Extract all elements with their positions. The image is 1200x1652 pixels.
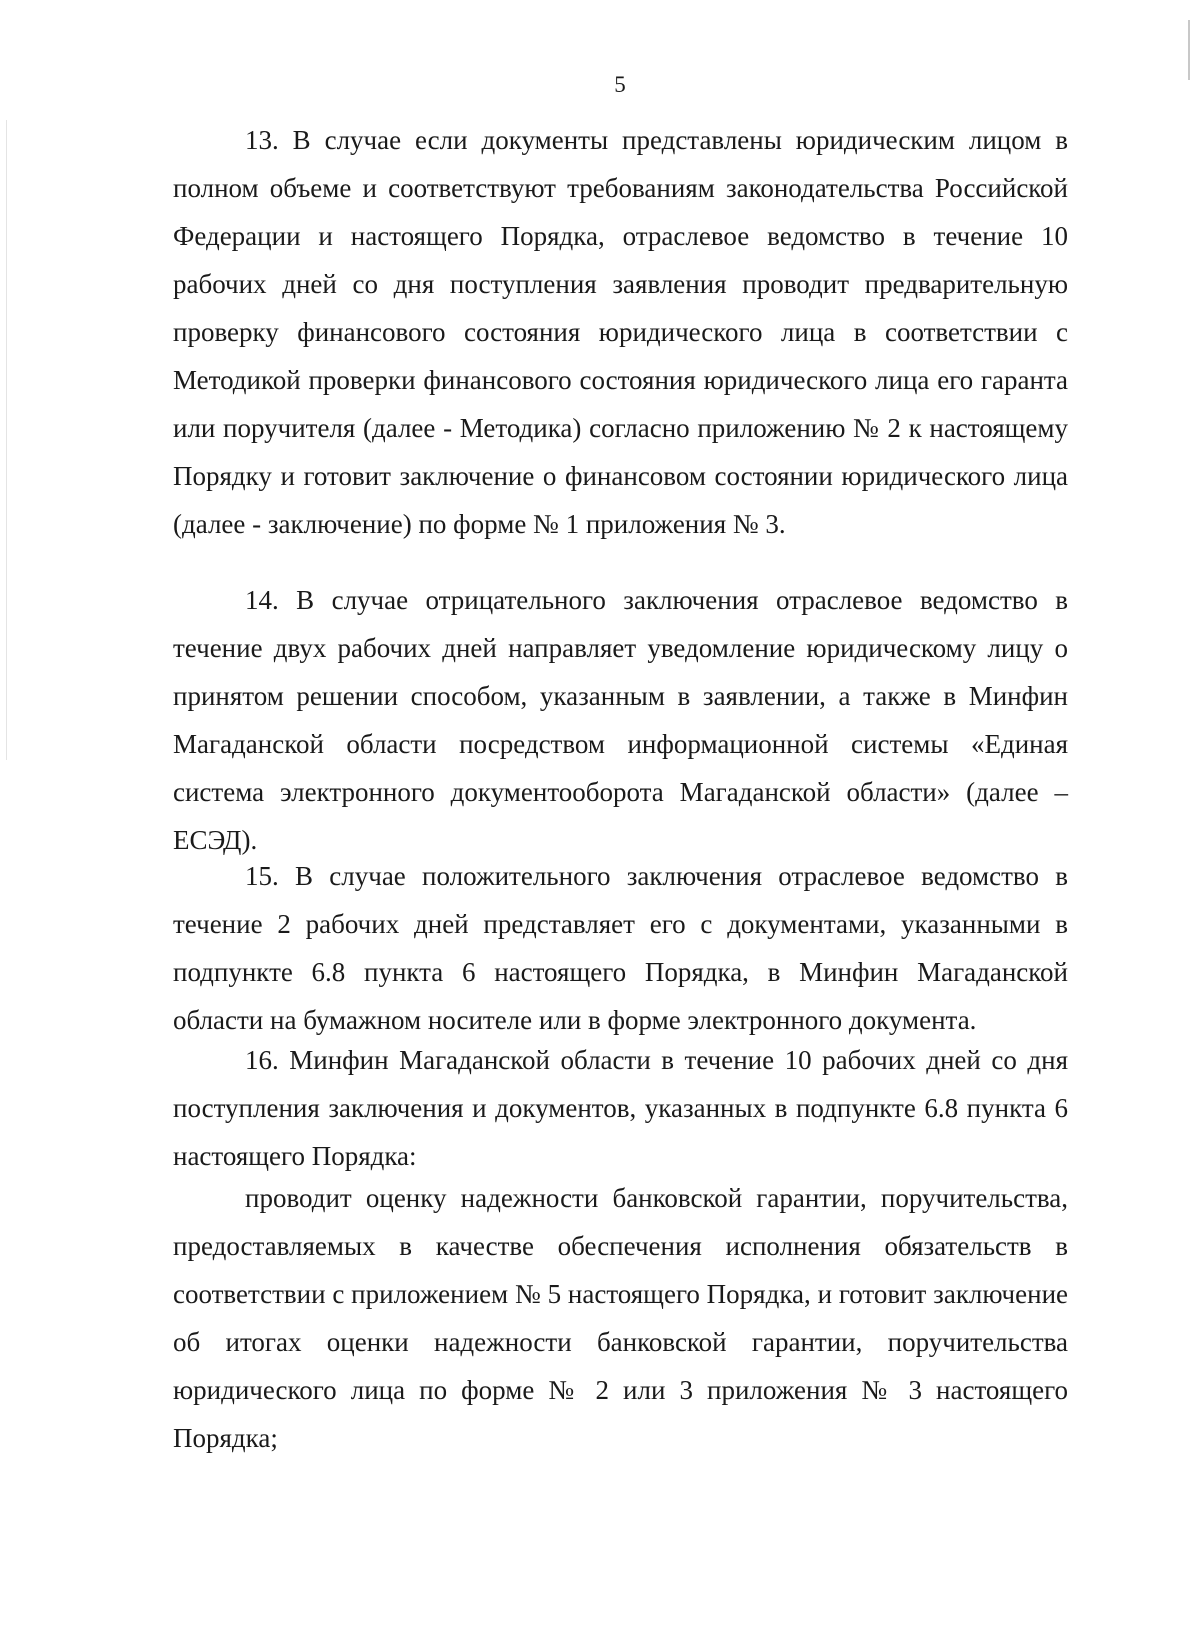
paragraph-text: 15. В случае положительного заключения отраслевое ведомство в течение 2 рабочих дней представляет его с документами, указанными в подпункте 6.8 пункта 6 настоящего Порядка, в Минфин Магаданской области на бумажном носителе или в форме электронного документа. bbox=[173, 861, 1068, 1035]
paragraph-13 bbox=[173, 116, 1068, 548]
paragraph-text: проводит оценку надежности банковской гарантии, поручительства, предоставляемых в качестве обеспечения исполнения обязательств в соответствии с приложением № 5 настоящего Порядка, и готовит заключение об итогах оценки надежности банковской гарантии, поручительства юридического лица по форме № 2 или 3 приложения № 3 настоящего Порядка; bbox=[173, 1183, 1068, 1453]
paragraph-text: 14. В случае отрицательного заключения отраслевое ведомство в течение двух рабочих дней направляет уведомление юридическому лицу о принятом решении способом, указанным в заявлении, а также в Минфин Магаданской области посредством информационной системы «Единая система электронного документооборота Магаданской области» (далее – ЕСЭД). bbox=[173, 585, 1068, 855]
paragraph-15 bbox=[173, 852, 1068, 1044]
paragraph-14 bbox=[173, 576, 1068, 864]
paragraph-text: 13. В случае если документы представлены юридическим лицом в полном объеме и соответствуют требованиям законодательства Российской Федерации и настоящего Порядка, отраслевое ведомство в течение 10 рабочих дней со дня поступления заявления проводит предварительную проверку финансового состояния юридического лица в соответствии с Методикой проверки финансового состояния юридического лица его гаранта или поручителя (далее - Методика) согласно приложению № 2 к настоящему Порядку и готовит заключение о финансовом состоянии юридического лица (далее - заключение) по форме № 1 приложения № 3. bbox=[173, 125, 1068, 539]
paragraph-text: 16. Минфин Магаданской области в течение 10 рабочих дней со дня поступления заключения и документов, указанных в подпункте 6.8 пункта 6 настоящего Порядка: bbox=[173, 1045, 1068, 1171]
scan-edge-mark bbox=[6, 120, 7, 760]
paragraph-16-item bbox=[173, 1174, 1068, 1462]
paragraph-16 bbox=[173, 1036, 1068, 1180]
page-number: 5 bbox=[614, 72, 626, 97]
